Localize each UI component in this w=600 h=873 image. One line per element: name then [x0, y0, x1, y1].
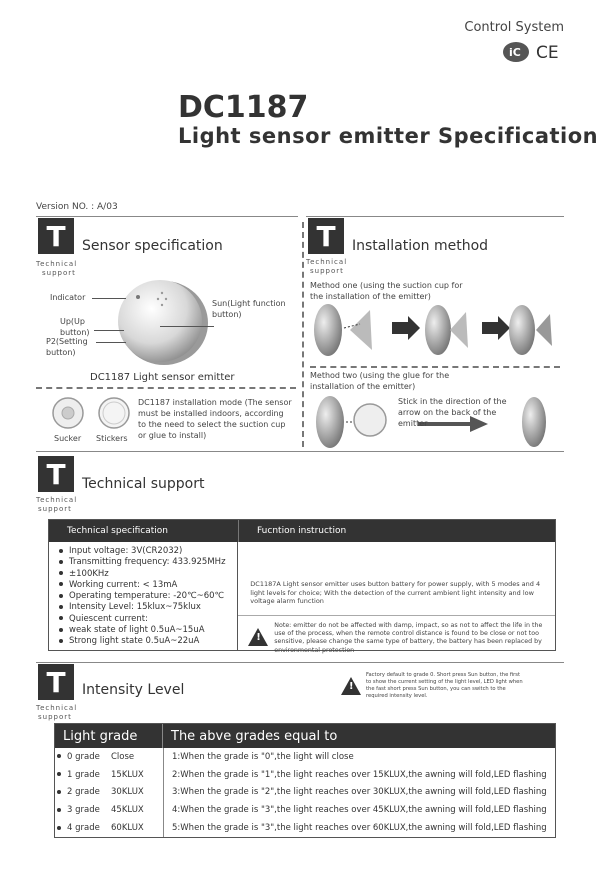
dashed-divider: [36, 387, 296, 389]
method-two-text: Method two (using the glue for the installation of the emitter): [310, 371, 450, 391]
spec-item: weak state of light 0.5uA~15uA: [59, 625, 237, 636]
method-one-text: Method one (using the suction cup for the installation of the emitter): [310, 281, 463, 301]
spec-item: Input voltage: 3V(CR2032): [59, 546, 237, 557]
section-divider: [36, 216, 298, 217]
p2-button-label: P2(Setting button): [46, 337, 88, 357]
table-row: 2 grade 30KLUX 3:When the grade is "2",the light reaches over 30KLUX,the awning will fold,LED flashing: [55, 784, 555, 802]
technical-spec-header: Technical specification: [49, 520, 239, 542]
stickers-icon: [96, 395, 132, 431]
spec-item: Quiescent current:: [59, 614, 237, 625]
technical-support-title: Technical support: [82, 476, 205, 492]
stickers-label: Stickers: [96, 434, 128, 443]
spec-item: Working current: < 13mA: [59, 580, 237, 591]
sucker-label: Sucker: [54, 434, 82, 443]
spec-item: ±100KHz: [59, 569, 237, 580]
svg-text:CE: CE: [536, 43, 559, 63]
section-divider: [36, 451, 564, 452]
table-row: 3 grade 45KLUX 4:When the grade is "3",the light reaches over 45KLUX,the awning will fold,LED flashing: [55, 801, 555, 819]
technical-support-label: Technical support: [36, 704, 78, 721]
vertical-dashed-divider: [302, 222, 304, 447]
sun-button-label: Sun(Light function button): [212, 299, 286, 319]
spec-item: Transmitting frequency: 433.925MHz: [59, 557, 237, 568]
sensor-caption: DC1187 Light sensor emitter: [90, 372, 235, 383]
technical-table-header: [49, 520, 555, 542]
function-instruction-header: Fucntion instruction: [257, 526, 347, 536]
intensity-table: [54, 723, 556, 838]
sucker-icon: [50, 395, 86, 431]
document-title: Light sensor emitter Specification: [178, 124, 599, 148]
section-divider: [36, 662, 564, 663]
indicator-leader-line: [92, 298, 126, 299]
function-description: DC1187A Light sensor emitter uses button battery for power supply, with 5 modes and 4 light levels for choice; With the detection of the current ambient light intensity and low voltage alarm function: [250, 580, 541, 605]
brand-name: Control System: [464, 20, 564, 35]
indicator-label: Indicator: [50, 293, 86, 302]
technical-support-label: Technical support: [306, 258, 348, 275]
svg-text:iC: iC: [509, 46, 521, 59]
intensity-note: Factory default to grade 0. Short press Sun button, the first to show the current setting of the light level, LED light when the fast short press Sun button, you can switch to the required intensity level.: [366, 672, 523, 699]
intensity-table-header: [55, 724, 555, 748]
grades-equal-header: The abve grades equal to: [171, 728, 338, 744]
up-leader-line: [94, 330, 124, 331]
installation-method-title: Installation method: [352, 238, 489, 254]
spec-item: Intensity Level: 15klux~75klux: [59, 602, 237, 613]
section-divider: [306, 216, 564, 217]
t-badge-icon: T: [38, 456, 74, 492]
function-note: Note: emitter do not be affected with damp, impact, so as not to affect the life in the use of the process, when the remote control distance is found to be close or not too sensitive, please change the same type of battery, the battery has been replaced by environmental protection: [274, 622, 543, 654]
table-row: 4 grade 60KLUX 5:When the grade is "3",the light reaches over 60KLUX,the awning will fold,LED flashing: [55, 819, 555, 837]
t-badge-icon: T: [38, 218, 74, 254]
warning-icon: !: [248, 628, 268, 646]
light-sensor-illustration: [108, 275, 212, 369]
technical-table: [48, 519, 556, 654]
t-badge-icon: T: [308, 218, 344, 254]
sun-leader-line: [160, 326, 214, 327]
method-one-illustration: [310, 300, 560, 360]
installation-mode-note: DC1187 installation mode (The sensor must be installed indoors, according to the need to select the suction cup or glue to install): [138, 398, 292, 440]
up-button-label: Up(Up button): [60, 317, 90, 337]
technical-support-label: Technical support: [36, 260, 78, 277]
warning-icon: !: [341, 677, 361, 695]
stick-direction-note: Stick in the direction of the arrow on the back of the emitter: [398, 397, 507, 428]
p2-leader-line: [96, 342, 126, 343]
table-row: 0 grade Close 1:When the grade is "0",the light will close: [55, 748, 555, 766]
model-number: DC1187: [178, 90, 309, 125]
spec-item: Operating temperature: -20℃~60℃: [59, 591, 237, 602]
intensity-level-title: Intensity Level: [82, 682, 185, 698]
dashed-divider: [310, 366, 560, 368]
function-column: [238, 542, 555, 654]
technical-support-label: Technical support: [36, 496, 78, 513]
t-badge-icon: T: [38, 664, 74, 700]
table-row: 1 grade 15KLUX 2:When the grade is "1",the light reaches over 15KLUX,the awning will fold,LED flashing: [55, 766, 555, 784]
certification-logo-icon: [500, 40, 564, 66]
version-number: Version NO. : A/03: [36, 202, 118, 212]
light-grade-header: Light grade: [55, 724, 163, 748]
spec-item: Strong light state 0.5uA~22uA: [59, 636, 237, 647]
sensor-spec-title: Sensor specification: [82, 238, 223, 254]
function-separator: [238, 615, 555, 616]
spec-list: [49, 542, 238, 650]
